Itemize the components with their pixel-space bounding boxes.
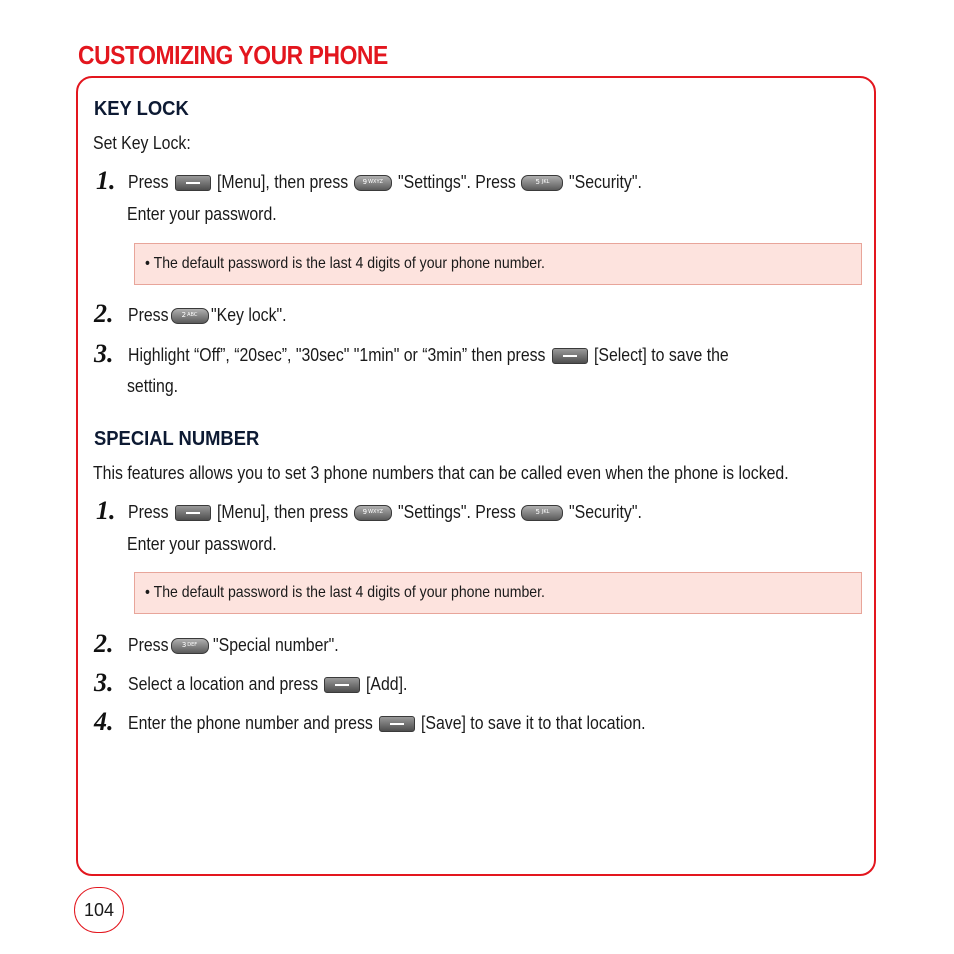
nine-key-icon: 9 WXYZ <box>354 175 392 191</box>
page-title: CUSTOMIZING YOUR PHONE <box>78 40 388 70</box>
step-text: [Menu], then press <box>216 502 348 522</box>
special-number-step1 <box>128 502 642 523</box>
page-number-text: 104 <box>83 899 115 920</box>
three-key-icon: 3 DEF <box>171 638 209 654</box>
special-number-heading: SPECIAL NUMBER <box>94 428 260 450</box>
special-number-step3-number: 3. <box>94 668 114 697</box>
key-lock-step3-continued: setting. <box>127 376 179 396</box>
left-soft-key-icon <box>175 505 211 521</box>
key-lock-note <box>134 243 862 285</box>
step-text: Press <box>128 172 169 192</box>
step-text: "Settings". Press <box>397 172 516 192</box>
note-text: • The default password is the last 4 digits of your phone number. <box>145 584 545 601</box>
special-number-step2 <box>128 635 338 656</box>
step-text: Highlight “Off”, “20sec”, "30sec" "1min" or “3min” then press <box>128 345 546 365</box>
five-key-icon: 5 JKL <box>521 505 563 521</box>
step-text: [Save] to save it to that location. <box>421 713 646 733</box>
page-number <box>74 887 124 933</box>
special-number-step2-number: 2. <box>94 629 114 658</box>
special-number-step4-number: 4. <box>94 707 114 736</box>
step-text: Press <box>128 305 169 325</box>
nine-key-icon: 9 WXYZ <box>354 505 392 521</box>
key-lock-intro: Set Key Lock: <box>93 133 191 153</box>
two-key-icon: 2 ABC <box>171 308 209 324</box>
step-text: [Menu], then press <box>216 172 348 192</box>
key-lock-step2 <box>128 305 286 326</box>
step-text: "Key lock". <box>210 305 287 325</box>
left-soft-key-icon <box>175 175 211 191</box>
step-text: "Special number". <box>212 635 339 655</box>
five-key-icon: 5 JKL <box>521 175 563 191</box>
key-lock-heading: KEY LOCK <box>94 98 189 120</box>
step-text: Press <box>128 502 169 522</box>
left-soft-key-icon <box>552 348 588 364</box>
step-text: Press <box>128 635 169 655</box>
special-number-intro: This features allows you to set 3 phone numbers that can be called even when the phone is locked. <box>93 463 789 483</box>
special-number-note <box>134 572 862 614</box>
key-lock-step3 <box>128 345 729 366</box>
key-lock-step1-number: 1. <box>96 166 116 195</box>
key-lock-step2-number: 2. <box>94 299 114 328</box>
key-lock-password-text: Enter your password. <box>127 204 277 224</box>
key-lock-step3-number: 3. <box>94 339 114 368</box>
step-text: [Add]. <box>366 674 408 694</box>
step-text: Enter the phone number and press <box>128 713 373 733</box>
note-text: • The default password is the last 4 digits of your phone number. <box>145 255 545 272</box>
step-text: "Settings". Press <box>397 502 516 522</box>
step-text: "Security". <box>569 502 643 522</box>
key-lock-step1 <box>128 172 642 193</box>
special-number-step1-number: 1. <box>96 496 116 525</box>
special-number-step4 <box>128 713 646 734</box>
special-number-password-text: Enter your password. <box>127 534 277 554</box>
step-text: [Select] to save the <box>593 345 729 365</box>
left-soft-key-icon <box>379 716 415 732</box>
step-text: "Security". <box>569 172 643 192</box>
special-number-step3 <box>128 674 408 695</box>
step-text: Select a location and press <box>128 674 319 694</box>
left-soft-key-icon <box>324 677 360 693</box>
